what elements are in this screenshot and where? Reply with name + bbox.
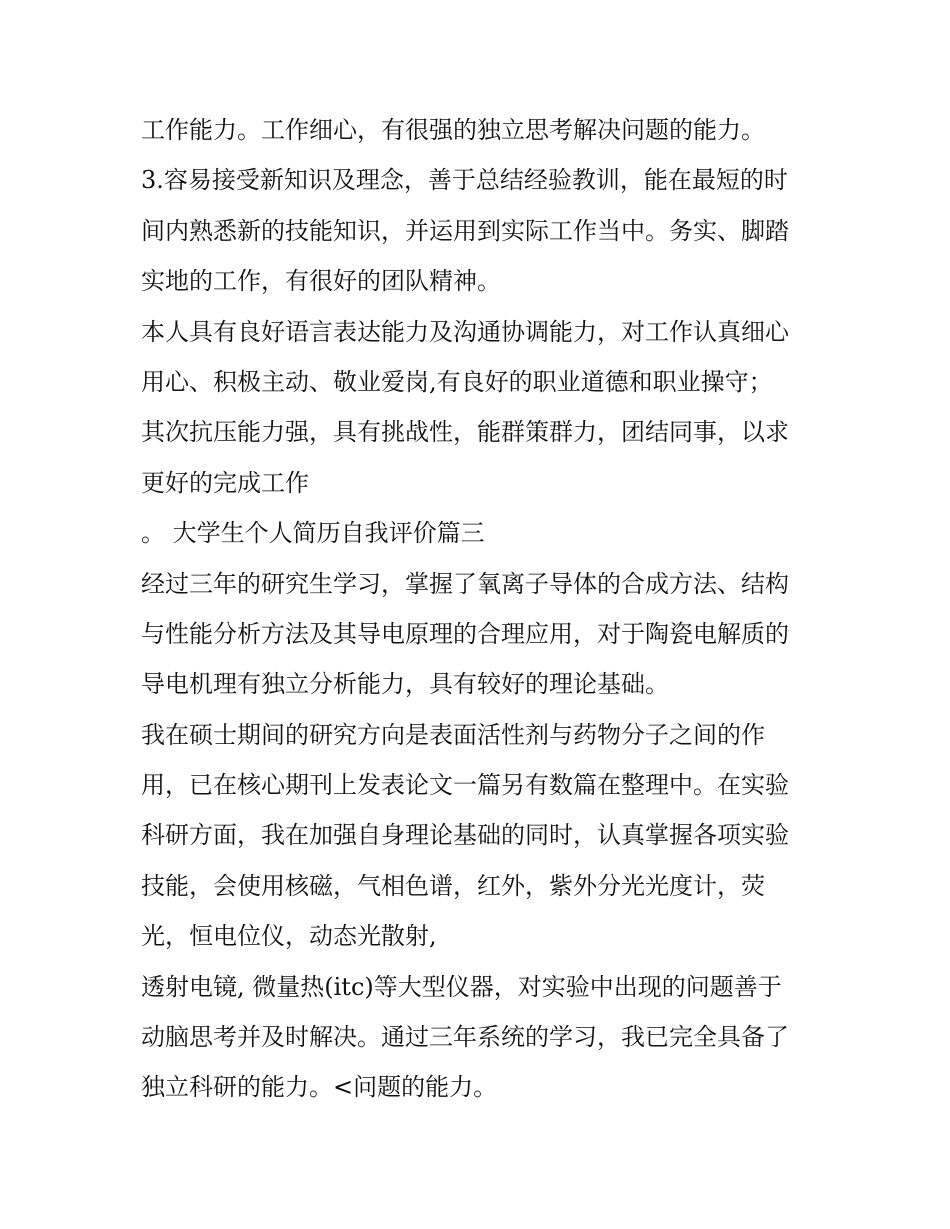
text-line: 3.容易接受新知识及理念，善于总结经验教训，能在最短的时	[141, 166, 788, 195]
text-line: 本人具有良好语言表达能力及沟通协调能力，对工作认真细心	[141, 317, 789, 346]
text-line: 用，已在核心期刊上发表论文一篇另有数篇在整理中。在实验	[141, 771, 789, 800]
section-heading: 。 大学生个人简历自我评价篇三	[141, 519, 485, 548]
text-line: 动脑思考并及时解决。通过三年系统的学习，我已完全具备了	[141, 1023, 789, 1052]
text-line: 科研方面，我在加强自身理论基础的同时，认真掌握各项实验	[141, 821, 789, 850]
text-line: 经过三年的研究生学习，掌握了氧离子导体的合成方法、结构	[141, 569, 789, 598]
text-line: 我在硕士期间的研究方向是表面活性剂与药物分子之间的作	[141, 720, 765, 749]
text-line: 光，恒电位仪，动态光散射,	[141, 922, 437, 951]
text-line: 技能，会使用核磁，气相色谱，红外，紫外分光光度计，荧	[141, 871, 765, 900]
text-line: 用心、积极主动、敬业爱岗,有良好的职业道德和职业操守；	[141, 367, 773, 396]
text-line: 工作能力。工作细心，有很强的独立思考解决问题的能力。	[141, 116, 765, 144]
text-line: 透射电镜, 微量热(itc)等大型仪器，对实验中出现的问题善于	[141, 972, 782, 1001]
text-line: 导电机理有独立分析能力，具有较好的理论基础。	[141, 670, 669, 699]
text-line: 间内熟悉新的技能知识，并运用到实际工作当中。务实、脚踏	[141, 216, 789, 245]
text-line: 与性能分析方法及其导电原理的合理应用，对于陶瓷电解质的	[141, 619, 789, 648]
text-line: 实地的工作，有很好的团队精神。	[141, 267, 501, 296]
text-line: 独立科研的能力。<问题的能力。	[141, 1073, 498, 1102]
body-text	[141, 105, 831, 1113]
text-line: 更好的完成工作	[141, 468, 309, 497]
text-line: 其次抗压能力强，具有挑战性，能群策群力，团结同事，以求	[141, 418, 789, 447]
